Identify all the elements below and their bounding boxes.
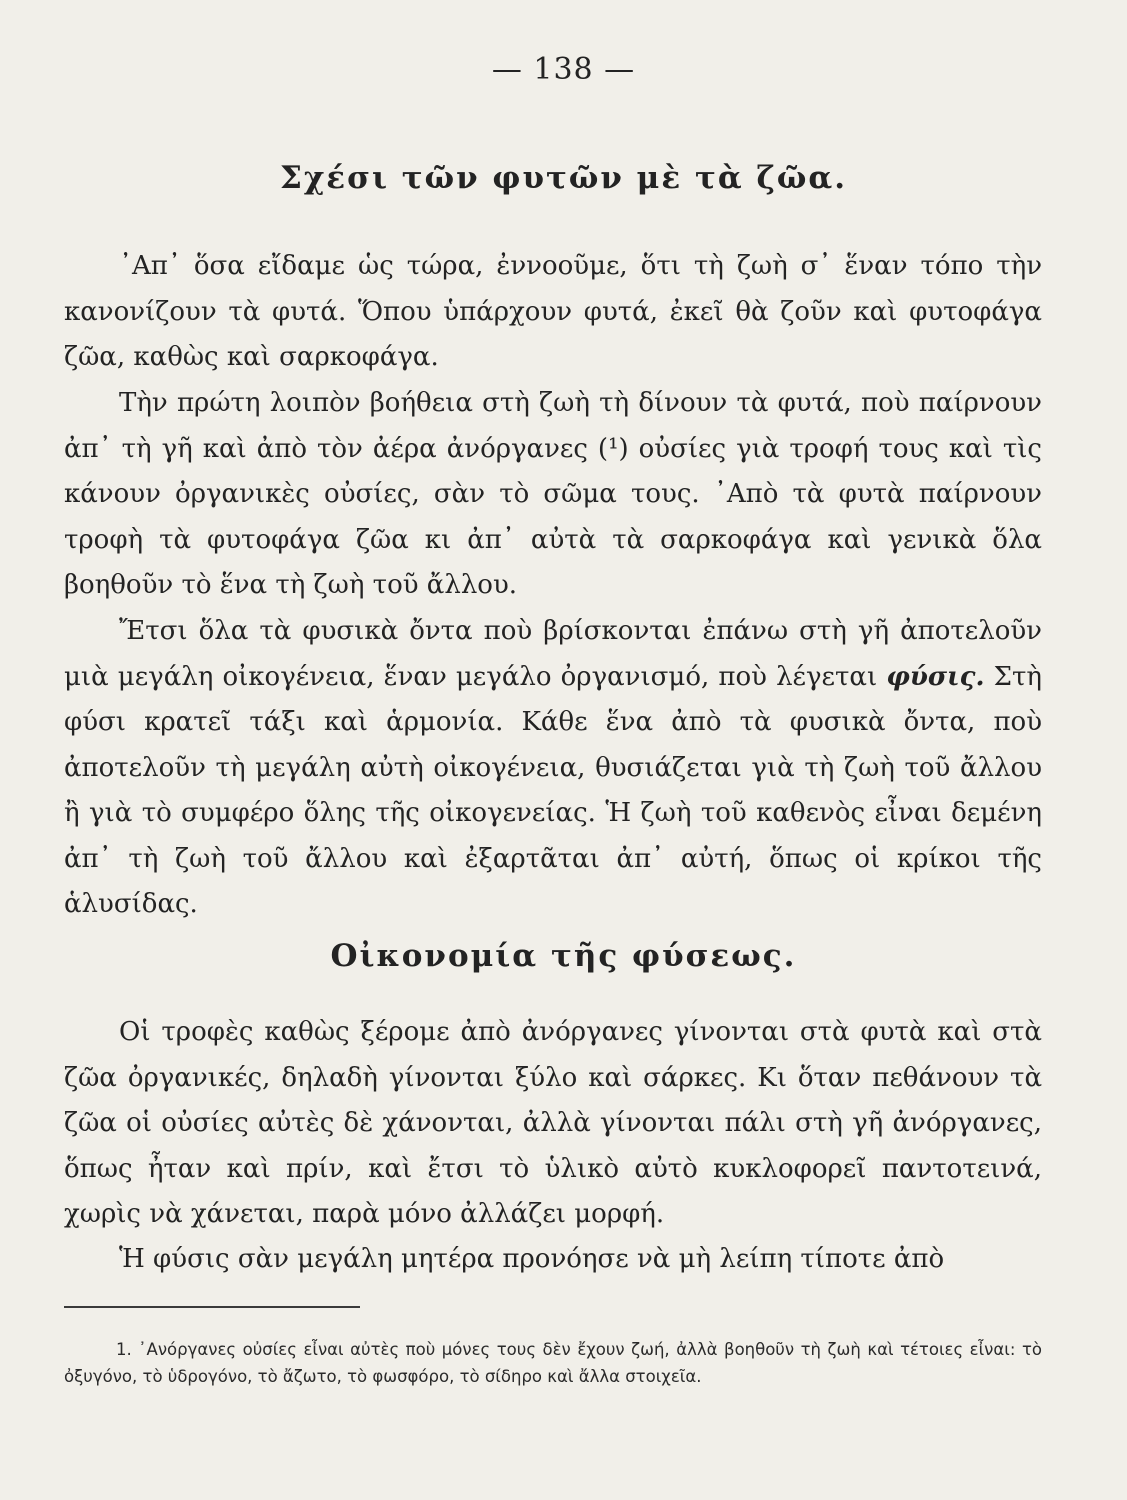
paragraph: ᾿Απ᾿ ὅσα εἴδαμε ὡς τώρα, ἐννοοῦμε, ὅτι τὴ ζωὴ σ᾿ ἕναν τόπο τὴν κανονίζουν τὰ φυτά. Ὅπου ὑπάρχουν φυτά, ἐκεῖ θὰ ζοῦν καὶ φυτοφάγα ζῶα, καθὼς καὶ σαρκοφάγα.: [64, 251, 1042, 372]
paragraph: Οἱ τροφὲς καθὼς ξέρομε ἀπὸ ἀνόργανες γίνονται στὰ φυτὰ καὶ στὰ ζῶα ὀργανικές, δηλαδὴ γίνονται ξύλο καὶ σάρκες. Κι ὅταν πεθάνουν τὰ ζῶα οἱ οὐσίες αὐτὲς δὲ χάνονται, ἀλλὰ γίνονται πάλι στὴ γῆ ἀνόργανες, ὅπως ἦταν καὶ πρίν, καὶ ἔτσι τὸ ὑλικὸ αὐτὸ κυκλοφορεῖ παντοτεινά, χωρὶς νὰ χάνεται, παρὰ μόνο ἀλλάζει μορφή.: [64, 1017, 1042, 1229]
paragraph: [64, 609, 1042, 928]
paragraph: Τὴν πρώτη λοιπὸν βοήθεια στὴ ζωὴ τὴ δίνουν τὰ φυτά, ποὺ παίρνουν ἀπ᾿ τὴ γῆ καὶ ἀπὸ τὸν ἀέρα ἀνόργανες (¹) οὐσίες γιὰ τροφή τους καὶ τὶς κάνουν ὀργανικὲς οὐσίες, σὰν τὸ σῶμα τους. ᾿Απὸ τὰ φυτὰ παίρνουν τροφὴ τὰ φυτοφάγα ζῶα κι ἀπ᾿ αὐτὰ τὰ σαρκοφάγα καὶ γενικὰ ὅλα βοηθοῦν τὸ ἕνα τὴ ζωὴ τοῦ ἄλλου.: [64, 388, 1042, 600]
footnote-divider: [64, 1306, 360, 1308]
page-number: — 138 —: [491, 52, 636, 87]
paragraph: Ἡ φύσις σὰν μεγάλη μητέρα προνόησε νὰ μὴ λείπη τίποτε ἀπὸ: [119, 1244, 945, 1274]
paragraph-text: Ἔτσι ὅλα τὰ φυσικὰ ὄντα ποὺ βρίσκονται ἐπάνω στὴ γῆ ἀποτελοῦν μιὰ μεγάλη οἰκογένεια, ἕναν μεγάλο ὀργανισμό, ποὺ λέγεται: [64, 616, 1042, 692]
emphasized-term: φύσις.: [886, 661, 985, 692]
section-heading-plants-animals: Σχέσι τῶν φυτῶν μὲ τὰ ζῶα.: [279, 160, 848, 196]
section-heading-economy-of-nature: Οἰκονομία τῆς φύσεως.: [330, 938, 797, 974]
paragraph-text: Στὴ φύσι κρατεῖ τάξι καὶ ἁρμονία. Κάθε ἕνα ἀπὸ τὰ φυσικὰ ὄντα, ποὺ ἀποτελοῦν τὴ μεγάλη αὐτὴ οἰκογένεια, θυσιάζεται γιὰ τὴ ζωὴ τοῦ ἄλλου ἢ γιὰ τὸ συμφέρο ὅλης τῆς οἰκογενείας. Ἡ ζωὴ τοῦ καθενὸς εἶναι δεμένη ἀπ᾿ τὴ ζωὴ τοῦ ἄλλου καὶ ἐξαρτᾶται ἀπ᾿ αὐτή, ὅπως οἱ κρίκοι τῆς ἁλυσίδας.: [64, 661, 1043, 919]
footnote: 1. ᾿Ανόργανες οὐσίες εἶναι αὐτὲς ποὺ μόνες τους δὲν ἔχουν ζωή, ἀλλὰ βοηθοῦν τὴ ζωὴ καὶ τέτοιες εἶναι: τὸ ὀξυγόνο, τὸ ὑδρογόνο, τὸ ἄζωτο, τὸ φωσφόρο, τὸ σίδηρο καὶ ἄλλα στοιχεῖα.: [64, 1340, 1042, 1386]
